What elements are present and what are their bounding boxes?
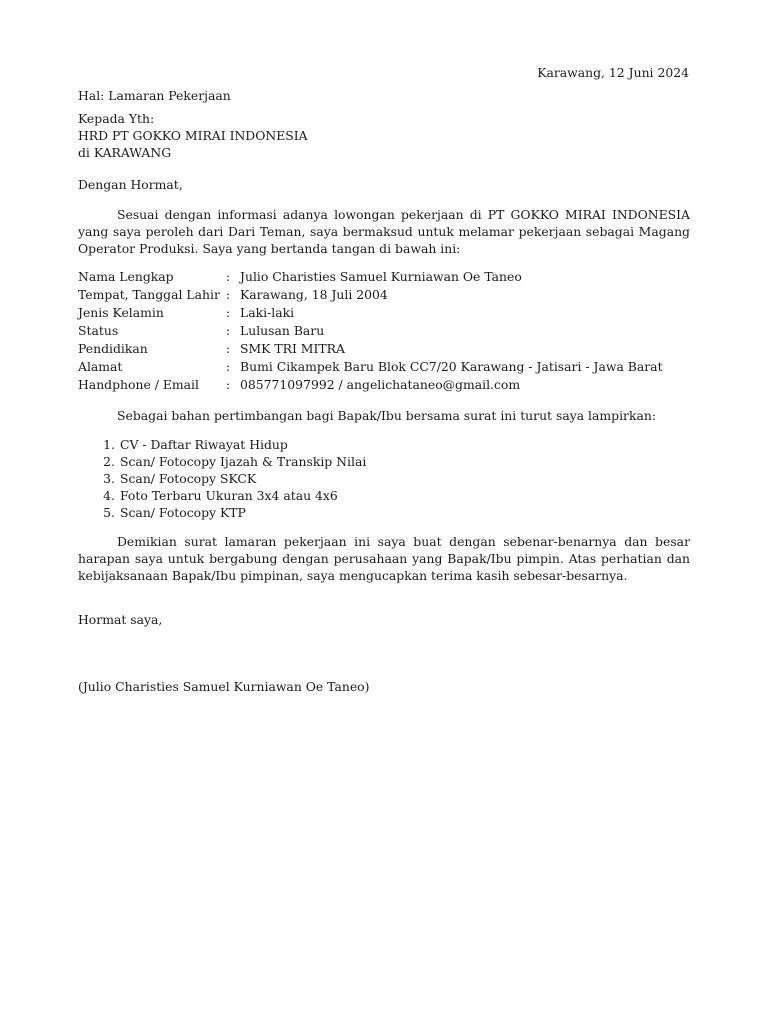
detail-separator: : bbox=[226, 341, 231, 356]
list-item-text: Scan/ Fotocopy SKCK bbox=[120, 471, 257, 486]
detail-row-status bbox=[78, 322, 663, 340]
detail-label: Handphone / Email bbox=[78, 377, 199, 392]
detail-separator: : bbox=[226, 377, 231, 392]
applicant-details-table bbox=[78, 268, 663, 394]
detail-value: Karawang, 18 Juli 2004 bbox=[240, 287, 388, 302]
detail-row-birth bbox=[78, 286, 663, 304]
signature-name: (Julio Charisties Samuel Kurniawan Oe Taneo) bbox=[78, 679, 370, 694]
detail-label: Nama Lengkap bbox=[78, 269, 174, 284]
detail-row-address bbox=[78, 358, 663, 376]
detail-value: SMK TRI MITRA bbox=[240, 341, 345, 356]
recipient-salutation: Kepada Yth: bbox=[78, 111, 155, 126]
detail-separator: : bbox=[226, 359, 231, 374]
greeting: Dengan Hormat, bbox=[78, 177, 183, 192]
detail-row-contact bbox=[78, 376, 663, 394]
place-date: Karawang, 12 Juni 2024 bbox=[537, 65, 689, 80]
list-item bbox=[78, 436, 366, 453]
list-item-text: Scan/ Fotocopy KTP bbox=[120, 505, 246, 520]
recipient-company: HRD PT GOKKO MIRAI INDONESIA bbox=[78, 128, 308, 143]
detail-value: Lulusan Baru bbox=[240, 323, 325, 338]
subject-line: Hal: Lamaran Pekerjaan bbox=[78, 88, 231, 103]
list-item-number: 3. bbox=[103, 471, 115, 486]
closing-paragraph: Demikian surat lamaran pekerjaan ini saya buat dengan sebenar-benarnya dan besar harapan saya untuk bergabung dengan perusahaan yang Bapak/Ibu pimpin. Atas perhatian dan kebijaksanaan Bapak/Ibu pimpinan, saya mengucapkan terima kasih sebesar-besarnya. bbox=[78, 534, 690, 583]
detail-label: Jenis Kelamin bbox=[78, 305, 164, 320]
intro-paragraph: Sesuai dengan informasi adanya lowongan pekerjaan di PT GOKKO MIRAI INDONESIA yang saya peroleh dari Dari Teman, saya bermaksud untuk melamar pekerjaan sebagai Magang Operator Produksi. Saya yang bertanda tangan di bawah ini: bbox=[78, 207, 690, 256]
detail-separator: : bbox=[226, 269, 231, 284]
list-item-text: Scan/ Fotocopy Ijazah & Transkip Nilai bbox=[120, 454, 367, 469]
detail-row-name bbox=[78, 268, 663, 286]
detail-value: Bumi Cikampek Baru Blok CC7/20 Karawang - Jatisari - Jawa Barat bbox=[240, 359, 663, 374]
list-item bbox=[78, 504, 366, 521]
detail-row-education bbox=[78, 340, 663, 358]
list-item bbox=[78, 453, 366, 470]
list-item bbox=[78, 487, 366, 504]
detail-row-gender bbox=[78, 304, 663, 322]
detail-label: Alamat bbox=[78, 359, 123, 374]
list-item-number: 4. bbox=[103, 488, 115, 503]
attachments-intro: Sebagai bahan pertimbangan bagi Bapak/Ibu bersama surat ini turut saya lampirkan: bbox=[117, 408, 657, 423]
sign-off: Hormat saya, bbox=[78, 612, 163, 627]
detail-value: Julio Charisties Samuel Kurniawan Oe Taneo bbox=[240, 269, 522, 284]
list-item-text: CV - Daftar Riwayat Hidup bbox=[120, 437, 288, 452]
attachments-list bbox=[78, 436, 366, 521]
detail-label: Status bbox=[78, 323, 119, 338]
list-item-text: Foto Terbaru Ukuran 3x4 atau 4x6 bbox=[120, 488, 338, 503]
list-item bbox=[78, 470, 366, 487]
detail-separator: : bbox=[226, 305, 231, 320]
detail-value: 085771097992 / angelichataneo@gmail.com bbox=[240, 377, 521, 392]
detail-separator: : bbox=[226, 323, 231, 338]
detail-label: Tempat, Tanggal Lahir bbox=[78, 287, 220, 302]
detail-label: Pendidikan bbox=[78, 341, 148, 356]
list-item-number: 5. bbox=[103, 505, 115, 520]
list-item-number: 2. bbox=[103, 454, 115, 469]
detail-value: Laki-laki bbox=[240, 305, 295, 320]
list-item-number: 1. bbox=[103, 437, 115, 452]
recipient-location: di KARAWANG bbox=[78, 145, 172, 160]
detail-separator: : bbox=[226, 287, 231, 302]
